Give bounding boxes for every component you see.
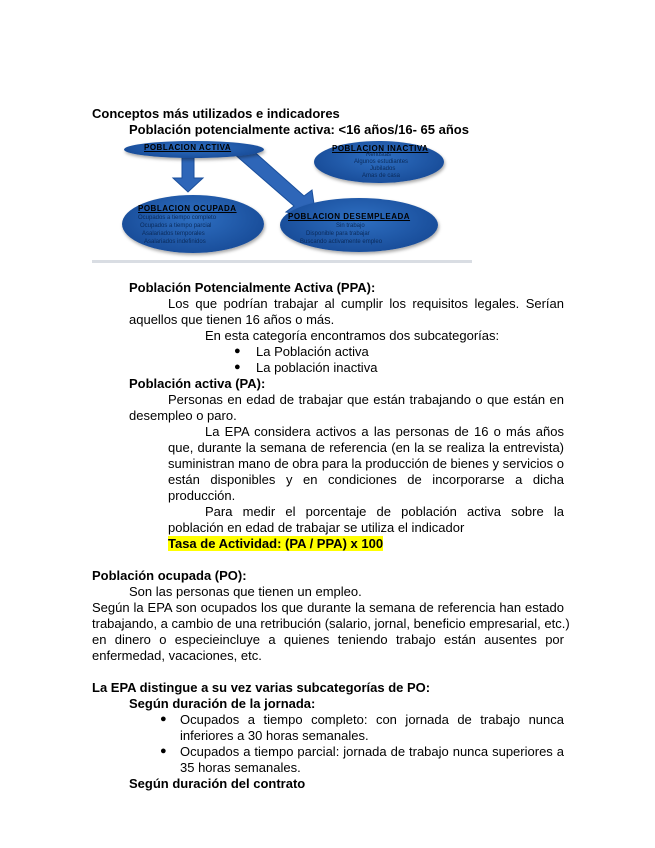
ocupada-line: Ocupados a tiempo parcial: [140, 223, 212, 229]
inactiva-line: Amas de casa: [362, 173, 401, 179]
ppa-text: Los que podrían trabajar al cumplir los requisitos legales. Serían: [168, 296, 564, 311]
desempleada-line: Buscando activamente empleo: [300, 239, 383, 245]
inactiva-line: Jubilados: [370, 166, 396, 172]
ocupada-line: Asalariados temporales: [142, 231, 205, 237]
pa-text: Personas en edad de trabajar que están trabajando o que están en: [168, 392, 564, 407]
desempleada-line: Disponible para trabajar: [306, 231, 370, 237]
list-item: 35 horas semanales.: [180, 760, 301, 775]
ppa-text: aquellos que tienen 16 años o más.: [129, 312, 335, 327]
list-item: inferiores a 30 horas semanales.: [180, 728, 369, 743]
po-text: trabajando, a cambio de una retribución (salario, jornal, beneficio empresarial, etc.): [92, 616, 570, 631]
ppa-title: Población Potencialmente Activa (PPA):: [129, 280, 376, 295]
ppa-subcategories-intro: En esta categoría encontramos dos subcategorías:: [205, 328, 500, 343]
po-text: Según la EPA son ocupados los que durante la semana de referencia han estado: [92, 600, 564, 615]
pa-title: Población activa (PA):: [129, 376, 266, 391]
label-poblacion-ocupada: POBLACION OCUPADA: [138, 204, 237, 213]
list-item: Ocupados a tiempo completo: con jornada de trabajo nunca: [180, 712, 564, 727]
page-subheading: Población potencialmente activa: <16 años/16- 65 años: [129, 122, 469, 137]
pa-text: La EPA considera activos a las personas de 16 o más años: [205, 424, 564, 439]
label-poblacion-desempleada: POBLACION DESEMPLEADA: [288, 212, 411, 221]
pa-text: están disponibles y en condiciones de incorporarse a dicha: [168, 472, 564, 487]
label-poblacion-inactiva: POBLACION INACTIVA: [332, 144, 429, 153]
ocupada-line: Ocupados a tiempo completo: [138, 215, 217, 221]
label-poblacion-activa: POBLACION ACTIVA: [144, 143, 232, 152]
contrato-title: Según duración del contrato: [129, 776, 306, 791]
list-item: La Población activa: [256, 344, 369, 359]
bullet-icon: ●: [160, 713, 167, 725]
po-text: enfermedad, vacaciones, etc.: [92, 648, 262, 663]
ocupada-line: Asalariados indefinidos: [144, 239, 206, 245]
po-title: Población ocupada (PO):: [92, 568, 247, 583]
pa-text: Para medir el porcentaje de población activa sobre la: [205, 504, 564, 519]
po-text: Son las personas que tienen un empleo.: [129, 584, 362, 599]
list-item: La población inactiva: [256, 360, 378, 375]
list-item: Ocupados a tiempo parcial: jornada de trabajo nunca superiores a: [180, 744, 564, 759]
jornada-title: Según duración de la jornada:: [129, 696, 316, 711]
bullet-icon: ●: [234, 361, 241, 373]
pa-text: desempleo o paro.: [129, 408, 237, 423]
page-heading: Conceptos más utilizados e indicadores: [92, 106, 340, 121]
formula-highlight: Tasa de Actividad: (PA / PPA) x 100: [168, 536, 384, 551]
inactiva-line: Rentistas: [366, 152, 392, 158]
pa-text: producción.: [168, 488, 236, 503]
pa-text: población en edad de trabajar se utiliza el indicador: [168, 520, 465, 535]
desempleada-line: Sin trabajo: [336, 223, 365, 229]
activity-rate-formula: [168, 536, 383, 552]
bullet-icon: ●: [160, 745, 167, 757]
epa-title: La EPA distingue a su vez varias subcategorías de PO:: [92, 680, 431, 695]
arrow-to-ocupada: [173, 155, 203, 192]
pa-text: suministran mano de obra para la producción de bienes y servicios o: [168, 456, 564, 471]
inactiva-line: Algunos estudiantes: [354, 159, 409, 165]
pa-text: que, durante la semana de referencia (en la se realiza la entrevista): [168, 440, 564, 455]
bullet-icon: ●: [234, 345, 241, 357]
population-diagram: [92, 138, 472, 262]
po-text: en dinero o especieincluye a quienes teniendo trabajo están ausentes por: [92, 632, 564, 647]
